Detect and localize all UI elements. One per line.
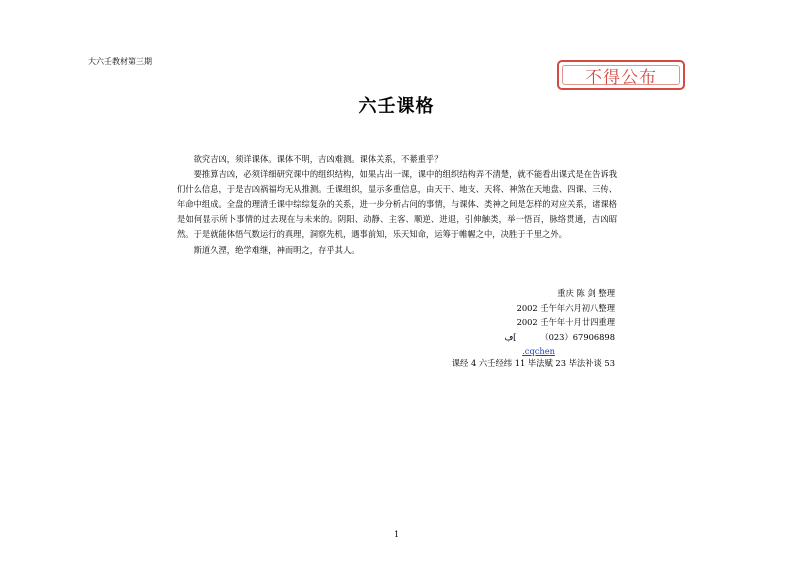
author-link[interactable]: .cqchen xyxy=(522,346,555,356)
signature-block xyxy=(504,286,615,359)
phone-number: （023）67906898 xyxy=(540,331,615,342)
paragraph-2: 要推算吉凶，必须详细研究课中的组织结构，如果占出一课，课中的组织结构弄不清楚，就不能看出课式是在告诉我们什么信息，于是吉凶祸福均无从推测。壬课组织，显示多重信息，由天干、地支、天将、神煞在天地盘、四课、三传、年命中组成。全盘的理清壬课中综综复杂的关系，进一步分析占问的事情，与课体、类神之间是怎样的对应关系，诸课格是如何显示所卜事情的过去现在与未来的。阴阳、动静、主客、顺逆、进退，引伸触类，举一悟百，脉络贯通，吉凶昭然。于是就能体悟气数运行的真理，洞察先机，遇事前知，乐天知命，运筹于帷幄之中，决胜于千里之外。 xyxy=(177,169,617,240)
header-label: 大六壬教材第三期 xyxy=(88,57,152,66)
date-line-1: 2002 壬午年六月初八整理 xyxy=(516,302,615,313)
phone-row xyxy=(504,330,615,345)
paragraph-3: 斯道久湮，绝学难继，神而明之，存乎其人。 xyxy=(193,244,360,255)
phone-label: ڢ[ xyxy=(504,331,517,342)
date-line-2: 2002 壬午年十月廿四重理 xyxy=(516,317,615,327)
page-number: 1 xyxy=(393,530,400,539)
author-line: 重庆 陈 剑 整理 xyxy=(557,288,615,298)
body-text xyxy=(177,152,617,258)
references-line: 课经 4 六壬经纬 11 毕法赋 23 毕法补谈 53 xyxy=(451,358,615,368)
paragraph-1: 欲究吉凶，须详课体。课体不明，吉凶难测。课体关系，不綦重乎？ xyxy=(193,154,443,164)
confidential-stamp: 不得公布 xyxy=(557,60,685,90)
document-title: 六壬课格 xyxy=(358,96,435,117)
